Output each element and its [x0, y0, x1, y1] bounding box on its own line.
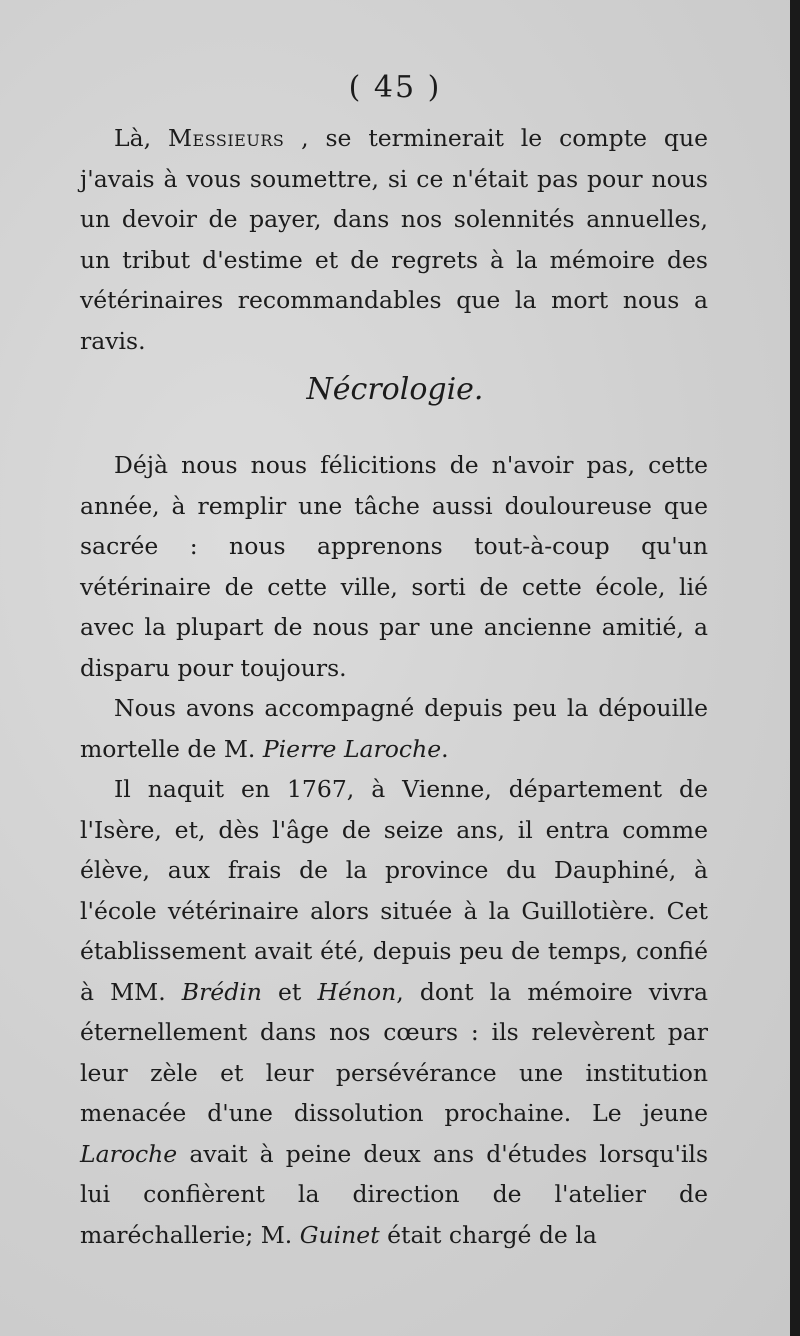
- intro-rest: , se terminerait le compte que j'avais à vous soumettre, si ce n'était pas pour nous un devoir de payer, dans nos solennités annuelles, un tribut d'estime et de regrets à la mémoire des vétérinaires recommandables que la mort nous a ravis.: [80, 124, 708, 355]
- paragraph-1: Déjà nous nous félicitions de n'avoir pas, cette année, à remplir une tâche aussi douloureuse que sacrée : nous apprenons tout-à-coup qu'un vétérinaire de cette ville, sorti de cette école, lié avec la plupart de nous par une ancienne amitié, a disparu pour toujours.: [80, 451, 708, 682]
- paragraph-2-text: Nous avons accompagné depuis peu la dépouille mortelle de M.: [80, 694, 708, 763]
- paragraph-2-end: .: [441, 734, 449, 763]
- paragraph-3-part-2: et: [261, 977, 318, 1006]
- paragraph-3: [80, 769, 708, 1255]
- name-bredin: Brédin: [181, 977, 262, 1006]
- intro-comma: ,: [143, 124, 168, 152]
- paragraph-2: [80, 688, 708, 769]
- intro-block: [80, 118, 708, 361]
- intro-lead: Là: [114, 124, 144, 152]
- intro-messieurs: Messieurs: [167, 124, 285, 152]
- paragraph-3-part-3: , dont la mémoire vivra éternellement dans nos cœurs : ils relevèrent par leur zèle et leur persévérance une institution menacée d'une dissolution prochaine. Le jeune: [80, 977, 709, 1127]
- page-number: ( 45 ): [348, 70, 442, 105]
- paragraph-3-part-4: avait à peine deux ans d'études lorsqu'ils lui confièrent la direction de l'atelier de maréchallerie; M.: [80, 1139, 708, 1249]
- name-laroche: Laroche: [80, 1139, 178, 1168]
- name-guinet: Guinet: [299, 1220, 380, 1249]
- paragraph-3-part-1: Il naquit en 1767, à Vienne, département de l'Isère, et, dès l'âge de seize ans, il entra comme élève, aux frais de la province du Dauphiné, à l'école vétérinaire alors située à la Guillotière. Cet établissement avait été, depuis peu de temps, confié à MM.: [80, 775, 708, 1006]
- name-henon: Hénon: [317, 977, 397, 1006]
- name-pierre-laroche: Pierre Laroche: [262, 734, 442, 763]
- paragraph-3-part-5: était chargé de la: [379, 1220, 597, 1249]
- body-block: [80, 445, 708, 1255]
- section-heading: Nécrologie.: [306, 372, 484, 407]
- intro-paragraph: [80, 118, 708, 361]
